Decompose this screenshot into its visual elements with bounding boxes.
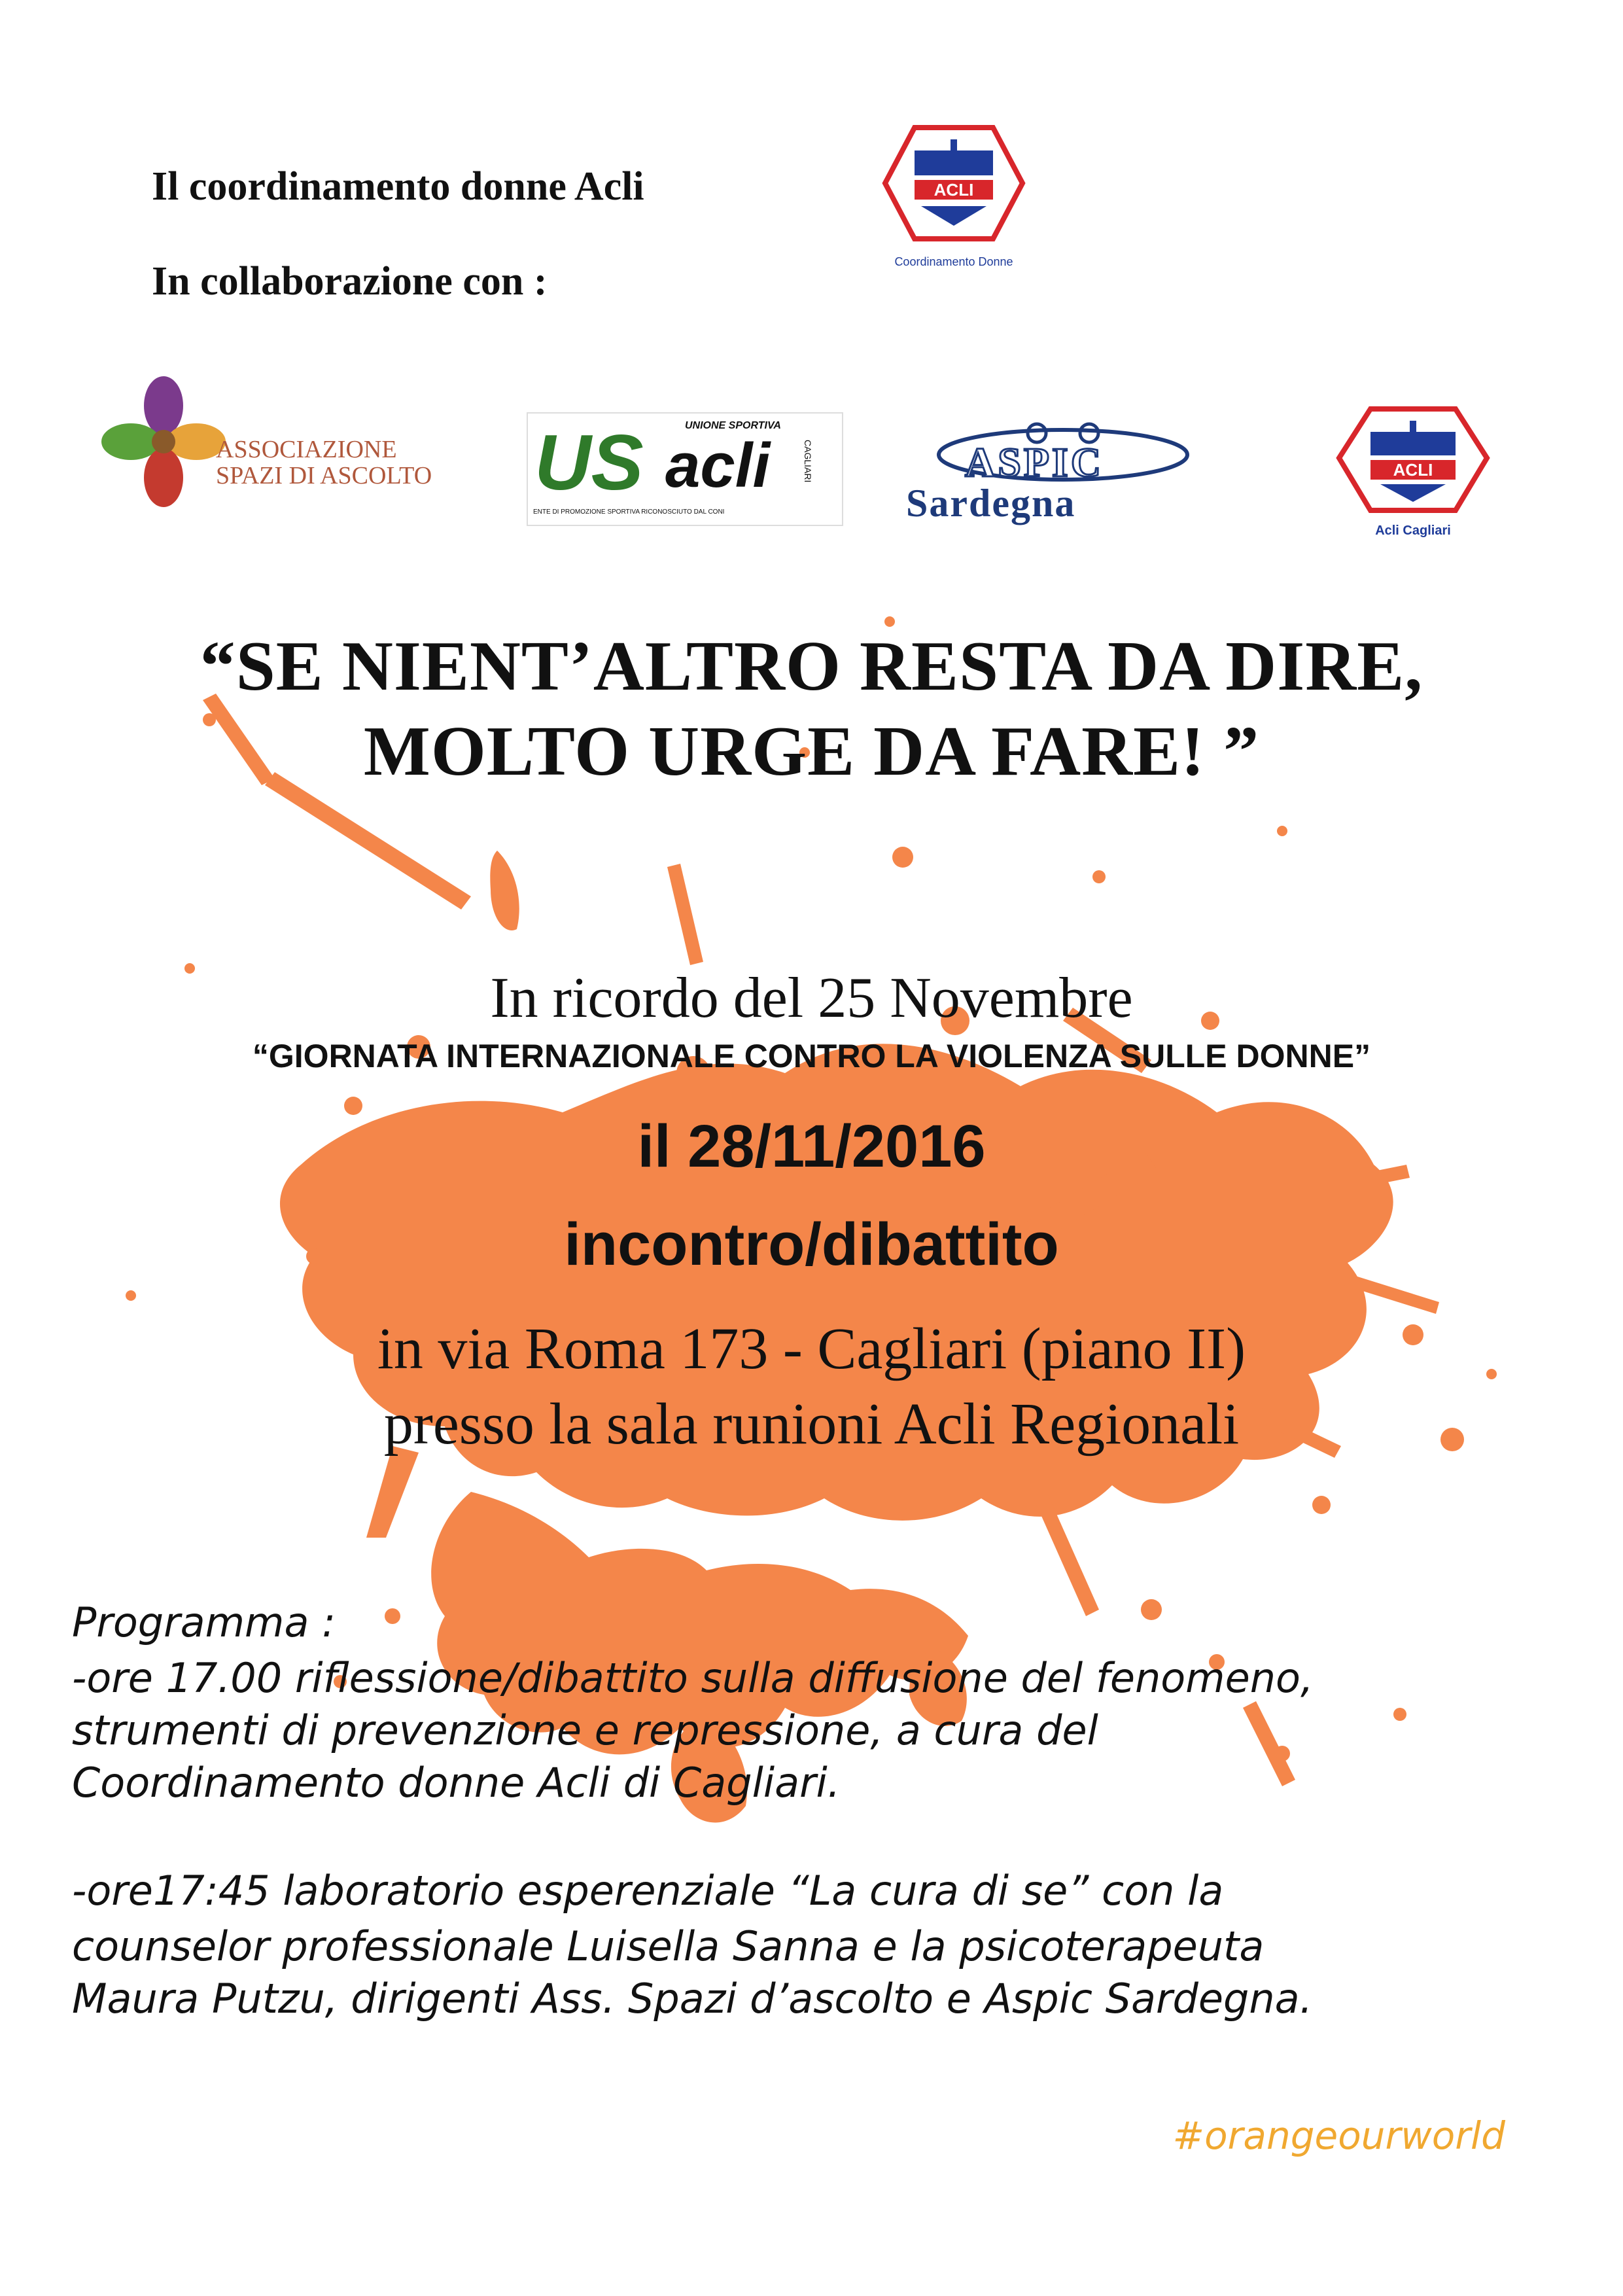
event-address: in via Roma 173 - Cagliari (piano II) <box>377 1316 1246 1381</box>
program-item1-line1: -ore 17.00 riflessione/dibattito sulla diffusione del fenomeno, <box>72 1654 1314 1702</box>
quote-line2: MOLTO URGE DA FARE! ” <box>363 713 1260 790</box>
us-acli-side: CAGLIARI <box>803 440 813 483</box>
program-item1-line3: Coordinamento donne Acli di Cagliari. <box>72 1759 841 1807</box>
quote-line1: “SE NIENT’ALTRO RESTA DA DIRE, <box>200 627 1423 705</box>
acli-cagliari-caption: Acli Cagliari <box>1375 523 1451 538</box>
aspic-sardegna-logo <box>906 419 1220 530</box>
header-collaborazione: In collaborazione con : <box>152 259 548 304</box>
hashtag: #orangeourworld <box>1172 2113 1505 2158</box>
event-remember: In ricordo del 25 Novembre <box>490 966 1133 1030</box>
event-type: incontro/dibattito <box>564 1211 1059 1278</box>
acli-cagliari-emblem-icon <box>1331 402 1495 520</box>
spazi-line2: SPAZI DI ASCOLTO <box>216 462 432 489</box>
us-acli-bottom: ENTE DI PROMOZIONE SPORTIVA RICONOSCIUTO DAL CONI <box>533 508 725 516</box>
spazi-line1: ASSOCIAZIONE <box>216 436 397 463</box>
svg-text:ACLI: ACLI <box>934 180 974 200</box>
program-item2-line1: -ore17:45 laboratorio esperenziale “La cura di se” con la <box>72 1867 1224 1915</box>
acli-top-caption: Coordinamento Donne <box>894 255 1013 268</box>
program-item1-line2: strumenti di prevenzione e repressione, a cura del <box>72 1706 1098 1754</box>
program-item2-line3: Maura Putzu, dirigenti Ass. Spazi d’ascolto e Aspic Sardegna. <box>72 1975 1313 2022</box>
spazi-ascolto-logo <box>98 366 451 517</box>
acli-cagliari-logo <box>1331 402 1495 539</box>
program-item2-line2: counselor professionale Luisella Sanna e la psicoterapeuta <box>72 1922 1265 1970</box>
event-date: il 28/11/2016 <box>637 1113 986 1180</box>
us-acli-top: UNIONE SPORTIVA <box>685 420 781 431</box>
hands-icon <box>98 366 229 517</box>
us-acli-logo <box>527 412 843 526</box>
acli-emblem-icon <box>875 121 1032 252</box>
aspic-title: ASPIC <box>965 439 1104 486</box>
header-coordinamento: Il coordinamento donne Acli <box>152 164 644 209</box>
event-venue: presso la sala runioni Acli Regionali <box>383 1392 1240 1457</box>
us-acli-main: acli <box>665 431 771 501</box>
aspic-subtitle: Sardegna <box>906 482 1076 525</box>
event-giornata: “GIORNATA INTERNAZIONALE CONTRO LA VIOLENZA SULLE DONNE” <box>252 1038 1371 1074</box>
svg-text:ACLI: ACLI <box>1393 460 1433 480</box>
us-acli-us: US <box>534 419 644 506</box>
acli-coordinamento-logo <box>875 121 1032 269</box>
program-title: Programma : <box>72 1598 336 1646</box>
